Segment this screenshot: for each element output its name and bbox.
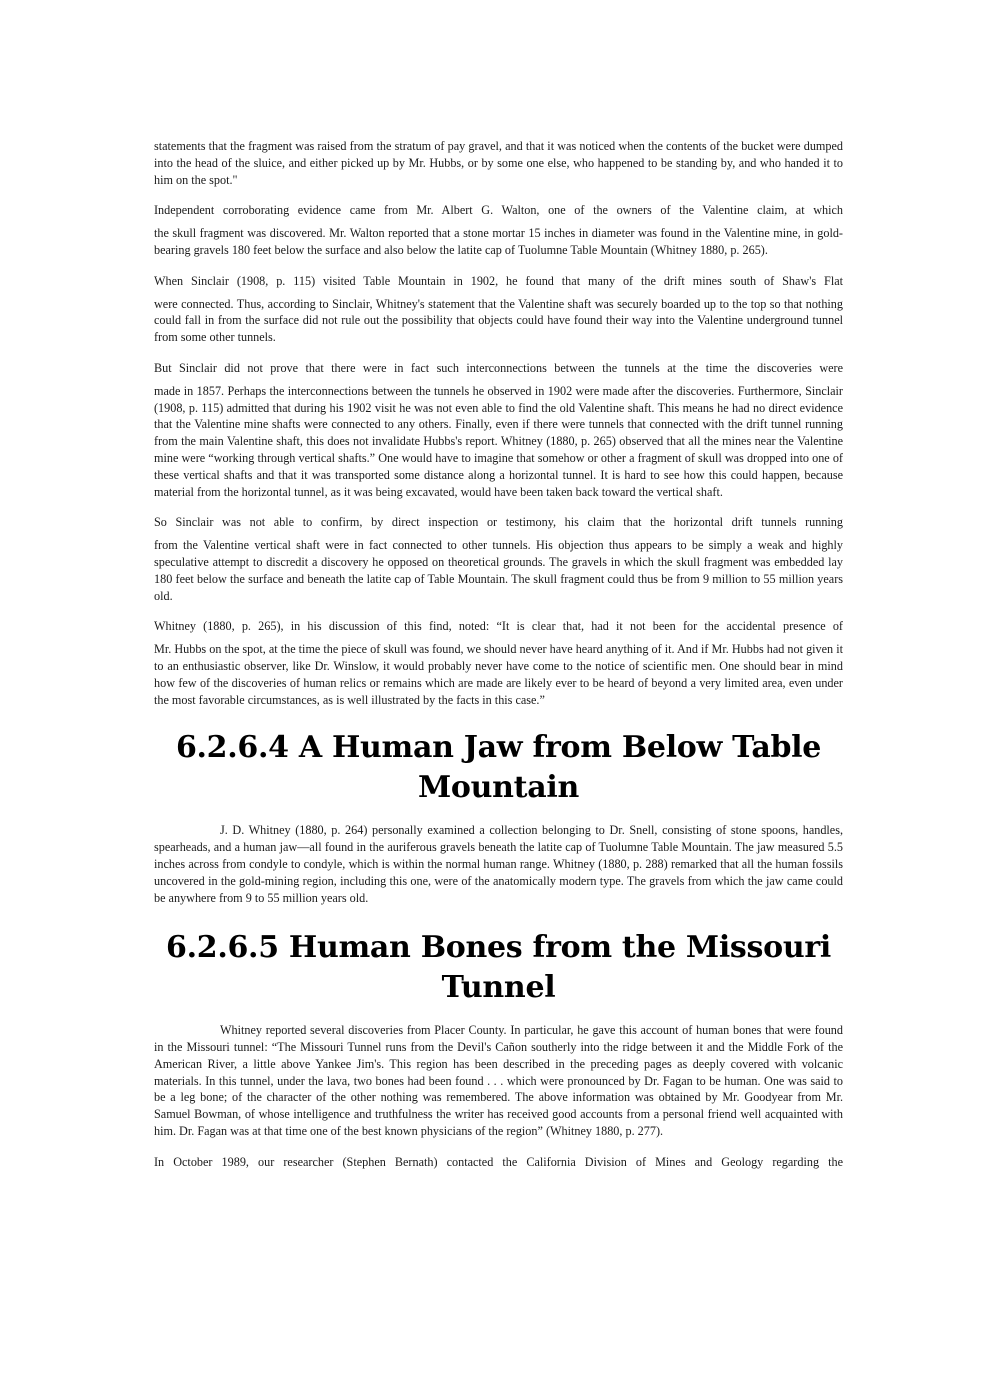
paragraph-text: were connected. Thus, according to Sinclair, Whitney's statement that the Valentine shaft was securely boarded up to the top so that nothing could fall in from the surface did not rule out the possibility that objects could have found their way into the Valentine underground tunnel from some other tunnels. <box>154 296 843 345</box>
paragraph-bernath-research <box>154 1154 843 1171</box>
paragraph-lead-line: In October 1989, our researcher (Stephen Bernath) contacted the California Division of Mines and Geology regarding the <box>154 1154 843 1169</box>
paragraph-sinclair-objection <box>154 514 843 604</box>
section-heading-missouri-tunnel: 6.2.6.5 Human Bones from the Missouri Tunnel <box>166 930 831 1006</box>
paragraph-text: from the Valentine vertical shaft were in fact connected to other tunnels. His objection thus appears to be simply a weak and highly speculative attempt to discredit a discovery he opposed on theoretical grounds. The gravels in which the skull fragment was embedded lay 180 feet below the surface and beneath the latite cap of Table Mountain. The skull fragment could thus be from 9 million to 55 million years old. <box>154 538 843 603</box>
paragraph-interconnections <box>154 360 843 500</box>
paragraph-hubbs-statement: statements that the fragment was raised from the stratum of pay gravel, and that it was noticed when the contents of the bucket were dumped into the head of the sluice, and either picked up by Mr. Hubbs, or by some one else, who happened to be standing by, and who handed it to him on the spot." <box>154 139 843 187</box>
paragraph-sinclair-visit <box>154 273 843 346</box>
paragraph-human-jaw: J. D. Whitney (1880, p. 264) personally examined a collection belonging to Dr. Snell, consisting of stone spoons, handles, spearheads, and a human jaw—all found in the auriferous gravels beneath the latite cap of Tuolumne Table Mountain. The jaw measured 5.5 inches across from condyle to condyle, which is within the normal human range. Whitney (1880, p. 288) remarked that all the human fossils uncovered in the gold-mining region, including this one, were of the anatomically modern type. The gravels from which the jaw came could be anywhere from 9 to 55 million years old. <box>154 823 843 905</box>
section-heading-human-jaw: 6.2.6.4 A Human Jaw from Below Table Mountain <box>175 730 822 806</box>
paragraph-walton-evidence <box>154 202 843 258</box>
paragraph-lead-line: When Sinclair (1908, p. 115) visited Table Mountain in 1902, he found that many of the drift mines south of Shaw's Flat <box>154 273 843 288</box>
document-page <box>154 138 843 1177</box>
paragraph-text: Mr. Hubbs on the spot, at the time the piece of skull was found, we should never have heard anything of it. And if Mr. Hubbs had not given it to an enthusiastic observer, like Dr. Winslow, it would probably never have come to the notice of scientific men. One should bear in mind how few of the discoveries of human relics or remains which are made are likely ever to be heard of beyond a very limited area, even under the most favorable circumstances, as is well illustrated by the facts in this case.” <box>154 642 843 707</box>
paragraph-lead-line: So Sinclair was not able to confirm, by direct inspection or testimony, his claim that the horizontal drift tunnels running <box>154 515 843 530</box>
paragraph-whitney-quote <box>154 618 843 708</box>
paragraph-lead-line: Independent corroborating evidence came from Mr. Albert G. Walton, one of the owners of the Valentine claim, at which <box>154 203 843 218</box>
paragraph-lead-line: But Sinclair did not prove that there were in fact such interconnections between the tunnels at the time the discoveries were <box>154 360 843 375</box>
paragraph-lead-line: Whitney (1880, p. 265), in his discussion of this find, noted: “It is clear that, had it not been for the accidental presence of <box>154 619 843 634</box>
paragraph-text: the skull fragment was discovered. Mr. Walton reported that a stone mortar 15 inches in diameter was found in the Valentine mine, in gold-bearing gravels 180 feet below the surface and also below the latite cap of Tuolumne Table Mountain (Whitney 1880, p. 265). <box>154 226 843 257</box>
paragraph-missouri-tunnel: Whitney reported several discoveries from Placer County. In particular, he gave this account of human bones that were found in the Missouri tunnel: “The Missouri Tunnel runs from the Devil's Cañon southerly into the ridge between it and the Middle Fork of the American River, a little above Yankee Jim's. This region has been described in the preceding pages as deeply covered with volcanic materials. In this tunnel, under the lava, two bones had been found . . . which were pronounced by Dr. Fagan to be human. One was said to be a leg bone; of the character of the other nothing was remembered. The above information was obtained by Mr. Goodyear from Mr. Samuel Bowman, of whose intelligence and truthfulness the writer has received good accounts from a personal friend well acquainted with him. Dr. Fagan was at that time one of the best known physicians of the region” (Whitney 1880, p. 277). <box>154 1023 843 1139</box>
paragraph-text: made in 1857. Perhaps the interconnections between the tunnels he observed in 1902 were made after the discoveries. Furthermore, Sinclair (1908, p. 115) admitted that during his 1902 visit he was not even able to find the old Valentine shaft. This means he had no direct evidence that the Valentine mine shafts were connected to any others. Finally, even if there were tunnels that connected with the drift tunnel running from the main Valentine shaft, this does not invalidate Hubbs's report. Whitney (1880, p. 265) observed that all the mines near the Valentine mine were “working through vertical shafts.” One would have to imagine that somehow or other a fragment of skull was dropped into one of these vertical shafts and that it was transported some distance along a horizontal tunnel. It is hard to see how this could happen, because material from the horizontal tunnel, as it was being excavated, would have been taken back toward the vertical shaft. <box>154 383 843 499</box>
